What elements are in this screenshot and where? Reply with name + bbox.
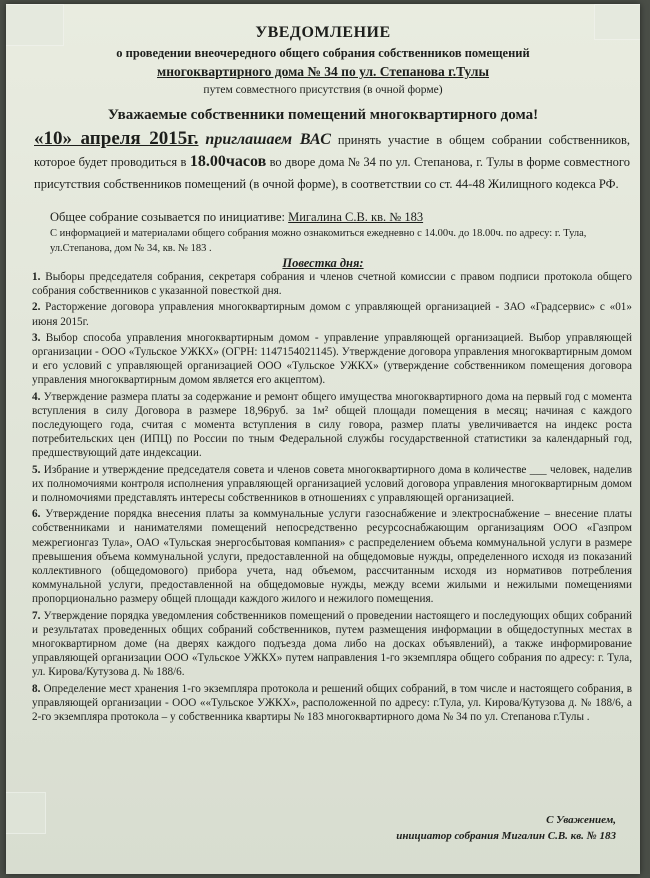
greeting: Уважаемые собственники помещений многоквартирного дома! (107, 107, 539, 123)
agenda-item (32, 390, 632, 461)
item-text: Выборы председателя собрания, секретаря собрания и членов счетной комиссии с правом подписи протокола общего собрания собственников с указанной повесткой дня. (32, 271, 632, 298)
item-number: 6. (32, 508, 41, 521)
item-text: Определение мест хранения 1-го экземпляра протокола и решений общих собраний, в том числе и настоящего собрания, в управляющей организации - ООО ««Тульское УЖКХ», расположенной по адресу: г.Тула, ул. Кирова/Кутузова д. № 188/6, а 2-го экземпляра протокола – у собственника квартиры № 183 многоквартирного дома № 34 по ул. Степанова г.Тулы . (32, 682, 632, 724)
agenda-title: Повестка дня: (282, 256, 364, 270)
item-text: Утверждение порядка внесения платы за коммунальные услуги газоснабжение и электроснабжение – внесение платы собственниками и нанимателями помещений непосредственно ресурсоснабжающим организациям ООО «Газпром межрегионгаз Тула», ОАО «Тульская энергосбытовая компания» с распределением объема коммунальной услуги в размере превышения объема коммунальной услуги, предоставленной на общедомовые нужды, определенного исходя из показаний коллективного (общедомового) прибора учета, над объемом, рассчитанным исходя из нормативов потребления коммунальной услуги, предоставленной на общедомовые нужды, между всеми жилыми и нежилыми помещениями пропорционально размеру общей площади каждого жилого и нежилого помещения. (32, 508, 632, 606)
item-text: Расторжение договора управления многоквартирным домом с управляющей организацией - ЗАО «Градсервис» с «01» июня 2015г. (32, 301, 632, 328)
closing-line: С Уважением, (546, 814, 616, 826)
item-number: 1. (32, 271, 41, 283)
item-number: 7. (32, 609, 41, 622)
agenda-item (32, 609, 632, 680)
meeting-time: 18.00часов (189, 153, 267, 170)
agenda-item (32, 270, 632, 298)
item-text: Избрание и утверждение председателя совета и членов совета многоквартирного дома в количестве ___ человек, наделив их полномочиями контроля исполнения управляющей организацией условий договора управления многоквартирным домом и полномочиями представлять интересы собственников в отношениях с управляющей организацией. (32, 463, 632, 505)
item-number: 8. (32, 682, 41, 695)
initiative-line (50, 210, 423, 225)
agenda-item (32, 300, 632, 328)
agenda-item (32, 507, 632, 606)
initiative-person: Мигалина С.В. кв. № 183 (288, 210, 424, 224)
notice-subtitle: о проведении внеочередного общего собрания собственников помещений (116, 46, 530, 60)
signatory-line: инициатор собрания Мигалин С.В. кв. № 183 (396, 830, 616, 842)
item-text: Утверждение размера платы за содержание и ремонт общего имущества многоквартирного дома на первый год с момента вступления в силу Договора в размере 18,96руб. за 1м² общей площади помещения в месяц; начиная с каждого последующего года, считая с момента вступления в силу говора, размер платы увеличивается на индекс роста потребительских цен (ИПЦ) по России по тным Федеральной службы государственной статистики за календарный год, предшествующий дате индексации. (32, 390, 632, 460)
materials-info: С информацией и материалами общего собрания можно ознакомиться ежедневно с 14.00ч. до 18.00ч. по адресу: г. Тула, ул.Степанова, дом № 34, кв. № 183 . (50, 228, 587, 254)
item-number: 4. (32, 390, 41, 403)
initiative-label: Общее собрание созывается по инициативе: (50, 210, 289, 224)
notice-address: многоквартирного дома № 34 по ул. Степанова г.Тулы (157, 64, 489, 79)
agenda-item (32, 682, 632, 725)
item-text: Утверждение порядка уведомления собственников помещений о проведении настоящего и последующих общих собраний и результатах проведенных общих собраний собственников, путем размещения информации в общедоступных местах в многоквартирном доме (на дверях каждого подъезда дома либо на досках объявлений), а также информирование управляющей организации ООО «Тульское УЖКХ» путем направления 1-го экземпляра общего собрания по адресу: г. Тула, ул. Кирова/Кутузова д. № 188/6. (32, 609, 632, 679)
notice-title: УВЕДОМЛЕНИЕ (255, 24, 391, 41)
invitation-paragraph (34, 128, 630, 195)
meeting-date: «10» апреля 2015г. (34, 128, 199, 149)
agenda-list (32, 270, 632, 726)
agenda-item (32, 463, 632, 506)
agenda-item (32, 331, 632, 388)
invite-words: приглашаем ВАС (205, 131, 331, 148)
item-number: 2. (32, 301, 41, 314)
meeting-form: путем совместного присутствия (в очной форме) (203, 84, 443, 96)
invite-text-1: принять участие в общем собрании собственников, которое будет проводиться в (34, 133, 631, 169)
notice-sheet (6, 4, 640, 874)
item-text: Выбор способа управления многоквартирным домом - управление управляющей организацией. Выбор управляющей организации - ООО «Тульское УЖКХ» (ОГРН: 1147154021145). Утверждение договора управления многоквартирным домом и его условий с управляющей организацией ООО «Тульское УЖКХ» (утверждение собственником помещения договора управления многоквартирным домом является его акцептом). (32, 331, 632, 387)
item-number: 5. (32, 463, 41, 476)
signature-block (396, 812, 616, 844)
tape-bottom-left (6, 792, 46, 834)
item-number: 3. (32, 331, 41, 344)
invite-text-2: во дворе дома № 34 по ул. Степанова, г. Тулы в форме совместного присутствия собственников помещений (в очной форме), в соответствии со ст. 44-48 Жилищного кодекса РФ. (34, 155, 630, 191)
